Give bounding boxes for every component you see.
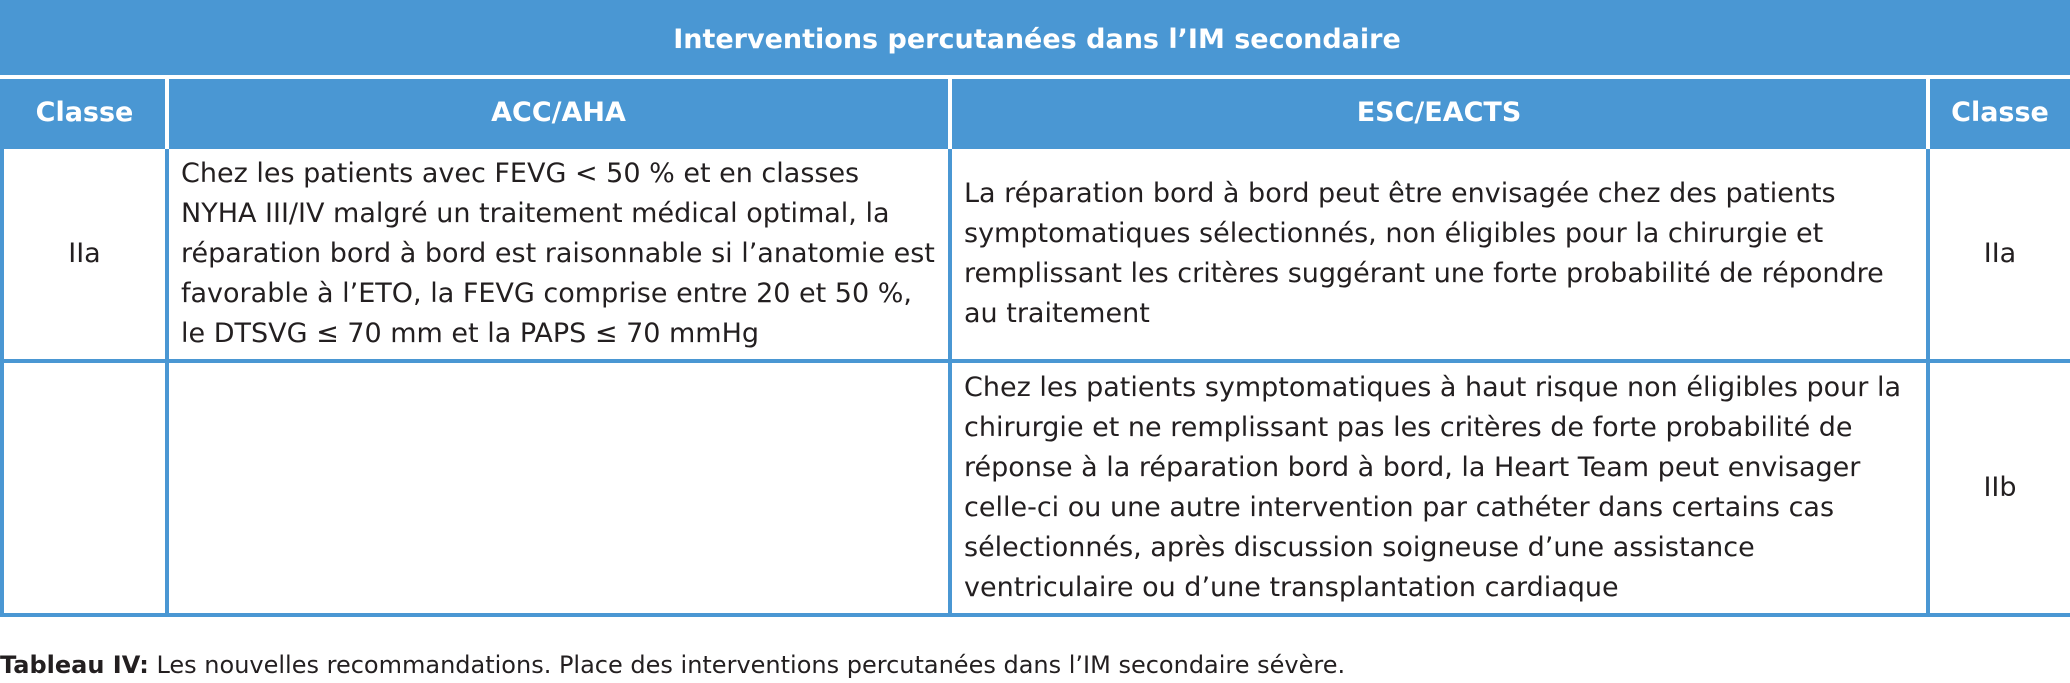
cell-class-right: IIa bbox=[1928, 147, 2070, 361]
cell-esc-eacts: La réparation bord à bord peut être envisagée chez des patients symptomatiques sélectionnés, non éligibles pour la chirurgie et remplissant les critères suggérant une forte probabilité de répondre au traitement bbox=[950, 147, 1928, 361]
cell-esc-eacts: Chez les patients symptomatiques à haut risque non éligibles pour la chirurgie et ne remplissant pas les critères de forte probabilité de réponse à la réparation bord à bord, la Heart Team peut envisager celle-ci ou une autre intervention par cathéter dans certains cas sélectionnés, après discussion soigneuse d’une assistance ventriculaire ou d’une transplantation cardiaque bbox=[950, 361, 1928, 615]
cell-acc-aha bbox=[167, 361, 950, 615]
cell-class-left: IIa bbox=[2, 147, 167, 361]
table-title-row bbox=[2, 2, 2070, 77]
header-acc-aha: ACC/AHA bbox=[167, 77, 950, 147]
cell-class-left bbox=[2, 361, 167, 615]
table-header-row bbox=[2, 77, 2070, 147]
caption-label: Tableau IV: bbox=[0, 651, 149, 679]
table-title: Interventions percutanées dans l’IM secondaire bbox=[2, 2, 2070, 77]
header-esc-eacts: ESC/EACTS bbox=[950, 77, 1928, 147]
table-row bbox=[2, 361, 2070, 615]
table-row bbox=[2, 147, 2070, 361]
cell-acc-aha: Chez les patients avec FEVG < 50 % et en classes NYHA III/IV malgré un traitement médical optimal, la réparation bord à bord est raisonnable si l’anatomie est favorable à l’ETO, la FEVG comprise entre 20 et 50 %, le DTSVG ≤ 70 mm et la PAPS ≤ 70 mmHg bbox=[167, 147, 950, 361]
header-class-right: Classe bbox=[1928, 77, 2070, 147]
caption-text: Les nouvelles recommandations. Place des interventions percutanées dans l’IM secondaire sévère. bbox=[148, 651, 1346, 679]
table-caption bbox=[0, 650, 1345, 680]
header-class-left: Classe bbox=[2, 77, 167, 147]
cell-class-right: IIb bbox=[1928, 361, 2070, 615]
